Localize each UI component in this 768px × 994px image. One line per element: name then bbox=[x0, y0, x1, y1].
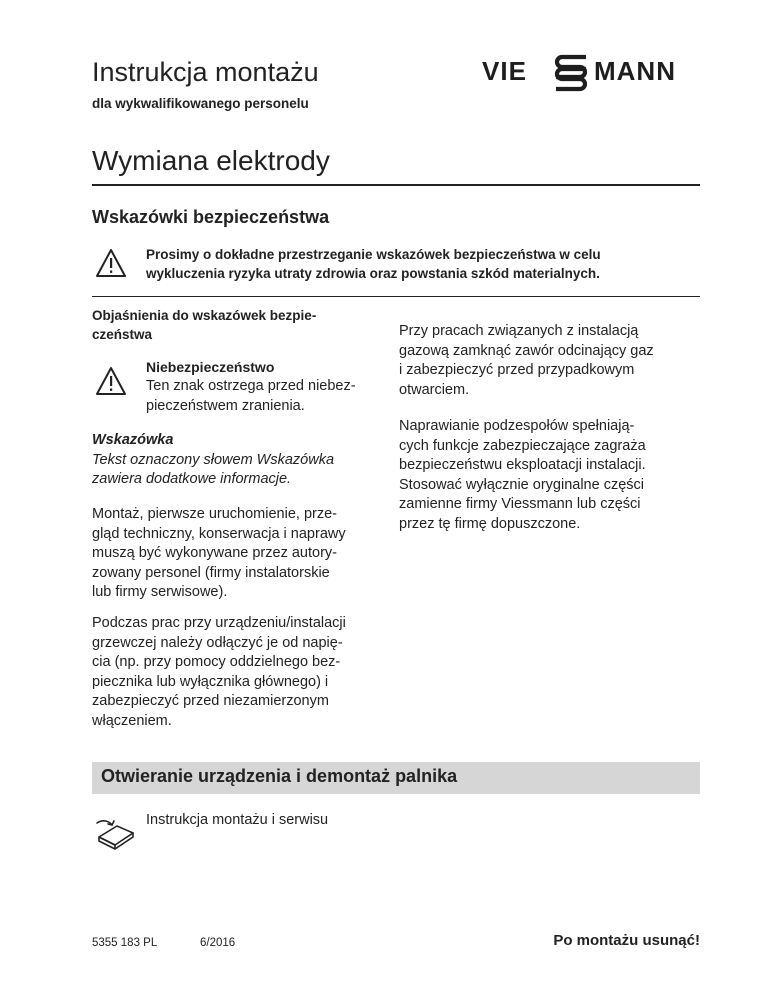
para-line: włączeniem. bbox=[92, 712, 172, 729]
header-title: Instrukcja montażu bbox=[92, 57, 319, 87]
svg-text:MANN: MANN bbox=[594, 56, 676, 86]
para-line: lub firmy serwisowe). bbox=[92, 584, 228, 600]
footer-date: 6/2016 bbox=[200, 937, 236, 949]
footer-doc-number: 5355 183 PL bbox=[92, 937, 158, 949]
viessmann-logo bbox=[482, 50, 700, 96]
reference-text: Instrukcja montażu i serwisu bbox=[146, 812, 329, 828]
svg-text:VIE: VIE bbox=[482, 56, 527, 86]
para-line: grzewczej należy odłączyć je od napię- bbox=[92, 634, 343, 651]
para-line: otwarciem. bbox=[399, 381, 470, 398]
explain-heading bbox=[92, 306, 392, 344]
danger-title: Niebezpieczeństwo bbox=[146, 359, 275, 375]
explain-heading-line: Objaśnienia do wskazówek bezpie- bbox=[92, 308, 317, 323]
para-line: muszą być wykonywane przez autory- bbox=[92, 545, 337, 561]
para-line: piecznika lub wyłącznika głównego) i bbox=[92, 673, 329, 690]
title-rule bbox=[92, 184, 700, 186]
para-line: zowany personel (firmy instalatorskie bbox=[92, 564, 330, 581]
hint-block bbox=[92, 431, 392, 490]
hint-line: zawiera dodatkowe informacje. bbox=[92, 471, 292, 487]
warning-triangle-icon bbox=[95, 248, 127, 278]
para-line: gląd techniczny, konserwacja i naprawy bbox=[92, 525, 346, 542]
section-heading: Otwieranie urządzenia i demontaż palnika bbox=[101, 766, 458, 786]
para-disconnect bbox=[92, 614, 392, 731]
danger-triangle-icon bbox=[95, 366, 127, 396]
document-title: Wymiana elektrody bbox=[92, 145, 330, 176]
danger-line: pieczeństwem zranienia. bbox=[146, 397, 305, 414]
book-reference-icon bbox=[93, 815, 139, 853]
hint-line: Tekst oznaczony słowem Wskazówka bbox=[92, 451, 335, 468]
header-subtitle: dla wykwalifikowanego personelu bbox=[92, 96, 309, 111]
para-line: Podczas prac przy urządzeniu/instalacji bbox=[92, 615, 346, 631]
para-line: cia (np. przy pomocy oddzielnego bez- bbox=[92, 654, 341, 670]
warning-line: Prosimy o dokładne przestrzeganie wskazówek bezpieczeństwa w celu bbox=[146, 247, 601, 262]
danger-line: Ten znak ostrzega przed niebez- bbox=[146, 378, 356, 394]
para-line: i zabezpieczyć przed przypadkowym bbox=[399, 362, 635, 378]
para-line: Przy pracach związanych z instalacją bbox=[399, 323, 639, 339]
para-line: gazową zamknąć zawór odcinający gaz bbox=[399, 342, 654, 359]
para-line: przez tę firmę dopuszczone. bbox=[399, 515, 581, 532]
para-line: Naprawianie podzespołów spełniają- bbox=[399, 418, 635, 434]
footer-note: Po montażu usunąć! bbox=[553, 932, 700, 949]
para-line: Stosować wyłącznie oryginalne części bbox=[399, 476, 644, 493]
warning-line: wykluczenia ryzyka utraty zdrowia oraz powstania szkód materialnych. bbox=[146, 266, 600, 281]
para-line: cych funkcje zabezpieczające zagraża bbox=[399, 437, 646, 454]
explain-heading-line: czeństwa bbox=[92, 327, 153, 342]
para-line: bezpieczeństwu eksploatacji instalacji. bbox=[399, 457, 646, 473]
safety-warning-text bbox=[146, 245, 706, 283]
para-line: Montaż, pierwsze uruchomienie, prze- bbox=[92, 506, 337, 522]
safety-heading: Wskazówki bezpieczeństwa bbox=[92, 207, 330, 227]
section-separator bbox=[92, 296, 700, 297]
para-line: zamienne firmy Viessmann lub części bbox=[399, 496, 641, 512]
danger-block bbox=[146, 358, 396, 416]
hint-title: Wskazówka bbox=[92, 432, 174, 448]
para-personnel bbox=[92, 505, 392, 603]
para-gas bbox=[399, 322, 704, 400]
para-line: zabezpieczyć przed niezamierzonym bbox=[92, 693, 329, 709]
para-repair bbox=[399, 417, 704, 534]
